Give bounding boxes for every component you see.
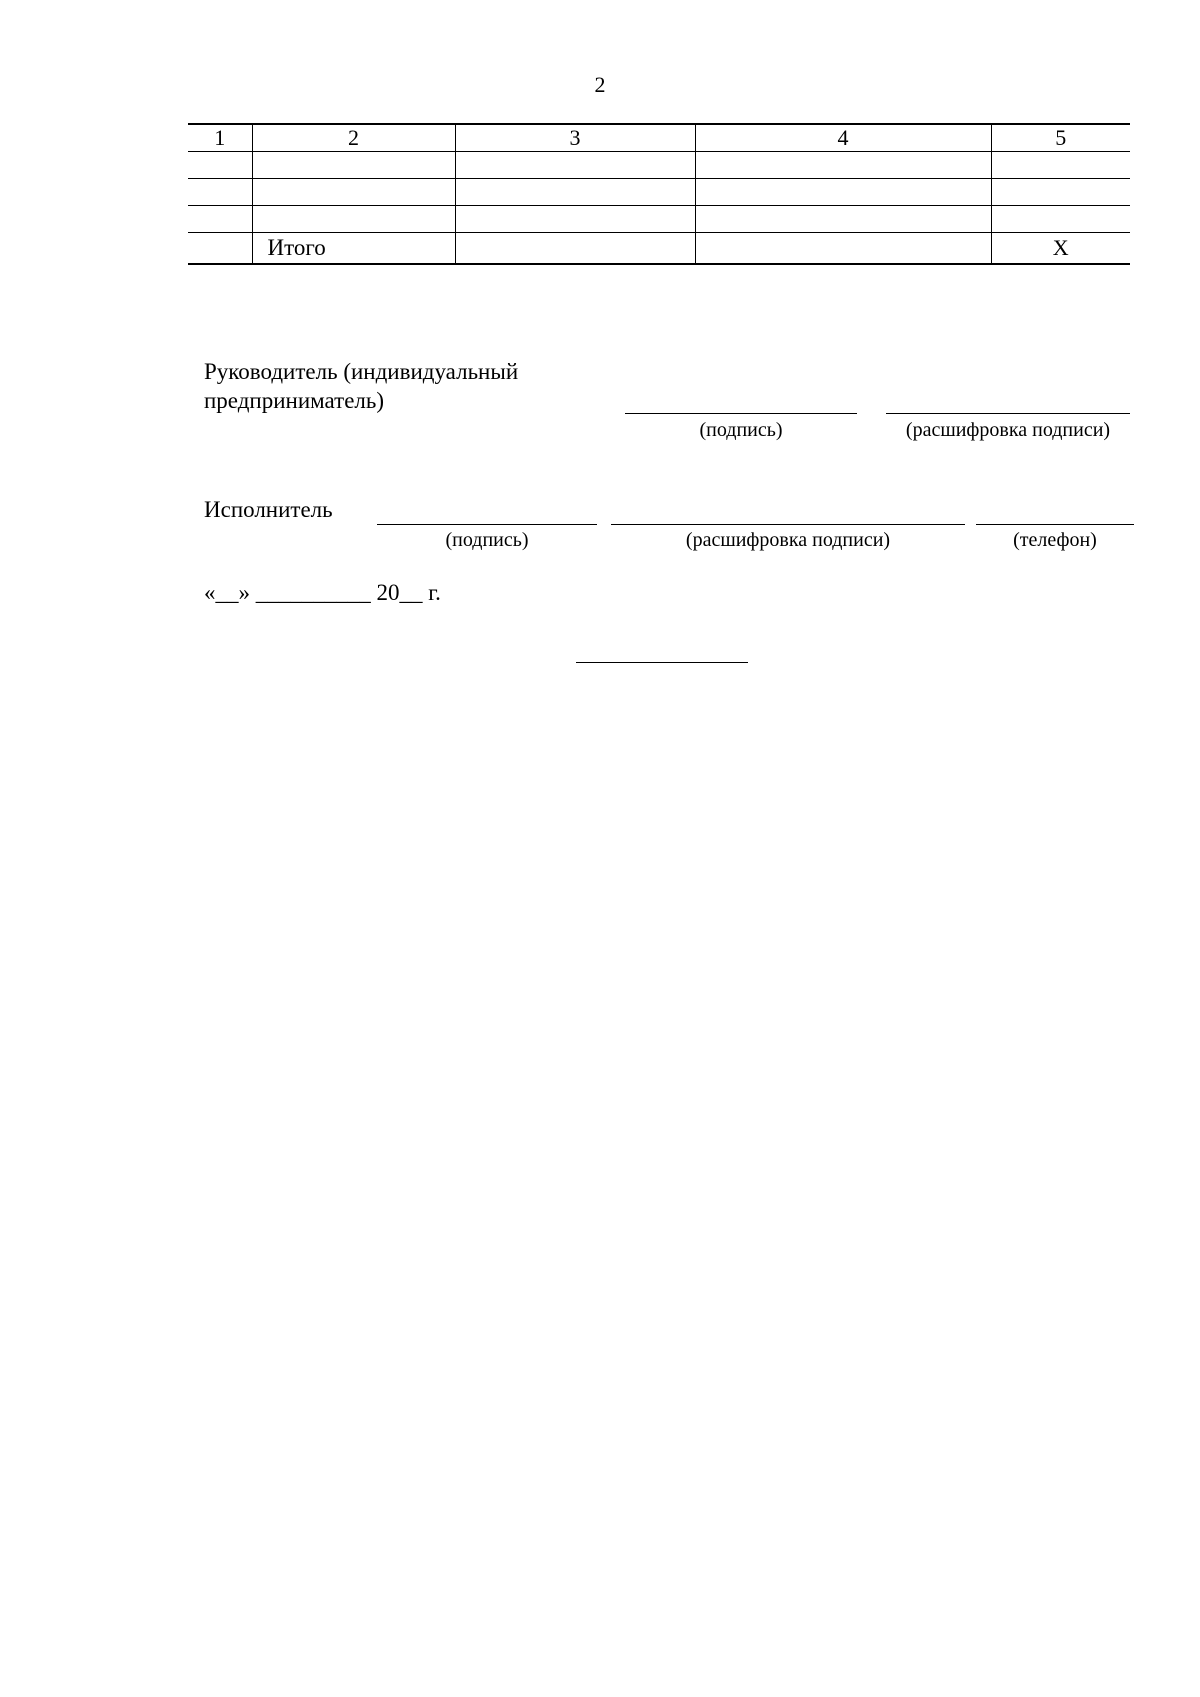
table-cell[interactable] — [252, 179, 455, 206]
column-number-3: 3 — [455, 124, 695, 152]
executor-signature-line[interactable] — [377, 524, 597, 525]
head-title-line2: предприниматель) — [204, 388, 385, 413]
table-cell[interactable] — [695, 233, 991, 265]
executor-signature-caption: (подпись) — [445, 529, 529, 551]
total-label: Итого — [252, 233, 455, 265]
head-decoding-caption: (расшифровка подписи) — [905, 419, 1111, 441]
table-cell[interactable] — [188, 152, 252, 179]
table-cell[interactable] — [695, 152, 991, 179]
table-row — [188, 179, 1130, 206]
table-cell[interactable] — [695, 206, 991, 233]
date-line[interactable]: «__» __________ 20__ г. — [204, 580, 441, 605]
executor-phone-line[interactable] — [976, 524, 1134, 525]
table-header-row — [188, 124, 1130, 152]
table-cell[interactable] — [455, 233, 695, 265]
table-total-row — [188, 233, 1130, 265]
total-x-mark: Х — [991, 233, 1130, 265]
table-cell[interactable] — [252, 152, 455, 179]
head-signature-line[interactable] — [625, 413, 857, 414]
column-number-5: 5 — [991, 124, 1130, 152]
table-row — [188, 152, 1130, 179]
executor-decoding-caption: (расшифровка подписи) — [685, 529, 891, 551]
table-cell[interactable] — [991, 152, 1130, 179]
table-cell[interactable] — [991, 206, 1130, 233]
head-decoding-line[interactable] — [886, 413, 1130, 414]
table-cell[interactable] — [252, 206, 455, 233]
head-title-line1: Руководитель (индивидуальный — [204, 359, 519, 384]
column-number-4: 4 — [695, 124, 991, 152]
table-cell[interactable] — [695, 179, 991, 206]
end-separator-line — [576, 662, 748, 663]
table-cell — [188, 233, 252, 265]
table-cell[interactable] — [188, 206, 252, 233]
table-cell[interactable] — [455, 152, 695, 179]
table-cell[interactable] — [991, 179, 1130, 206]
head-signature-caption: (подпись) — [699, 419, 783, 441]
column-number-1: 1 — [188, 124, 252, 152]
report-table — [188, 123, 1130, 265]
executor-phone-caption: (телефон) — [1013, 529, 1097, 551]
executor-title: Исполнитель — [204, 497, 333, 522]
table-cell[interactable] — [455, 179, 695, 206]
column-number-2: 2 — [252, 124, 455, 152]
table-cell[interactable] — [188, 179, 252, 206]
executor-decoding-line[interactable] — [611, 524, 965, 525]
table-row — [188, 206, 1130, 233]
page-number: 2 — [594, 72, 606, 97]
table-cell[interactable] — [455, 206, 695, 233]
